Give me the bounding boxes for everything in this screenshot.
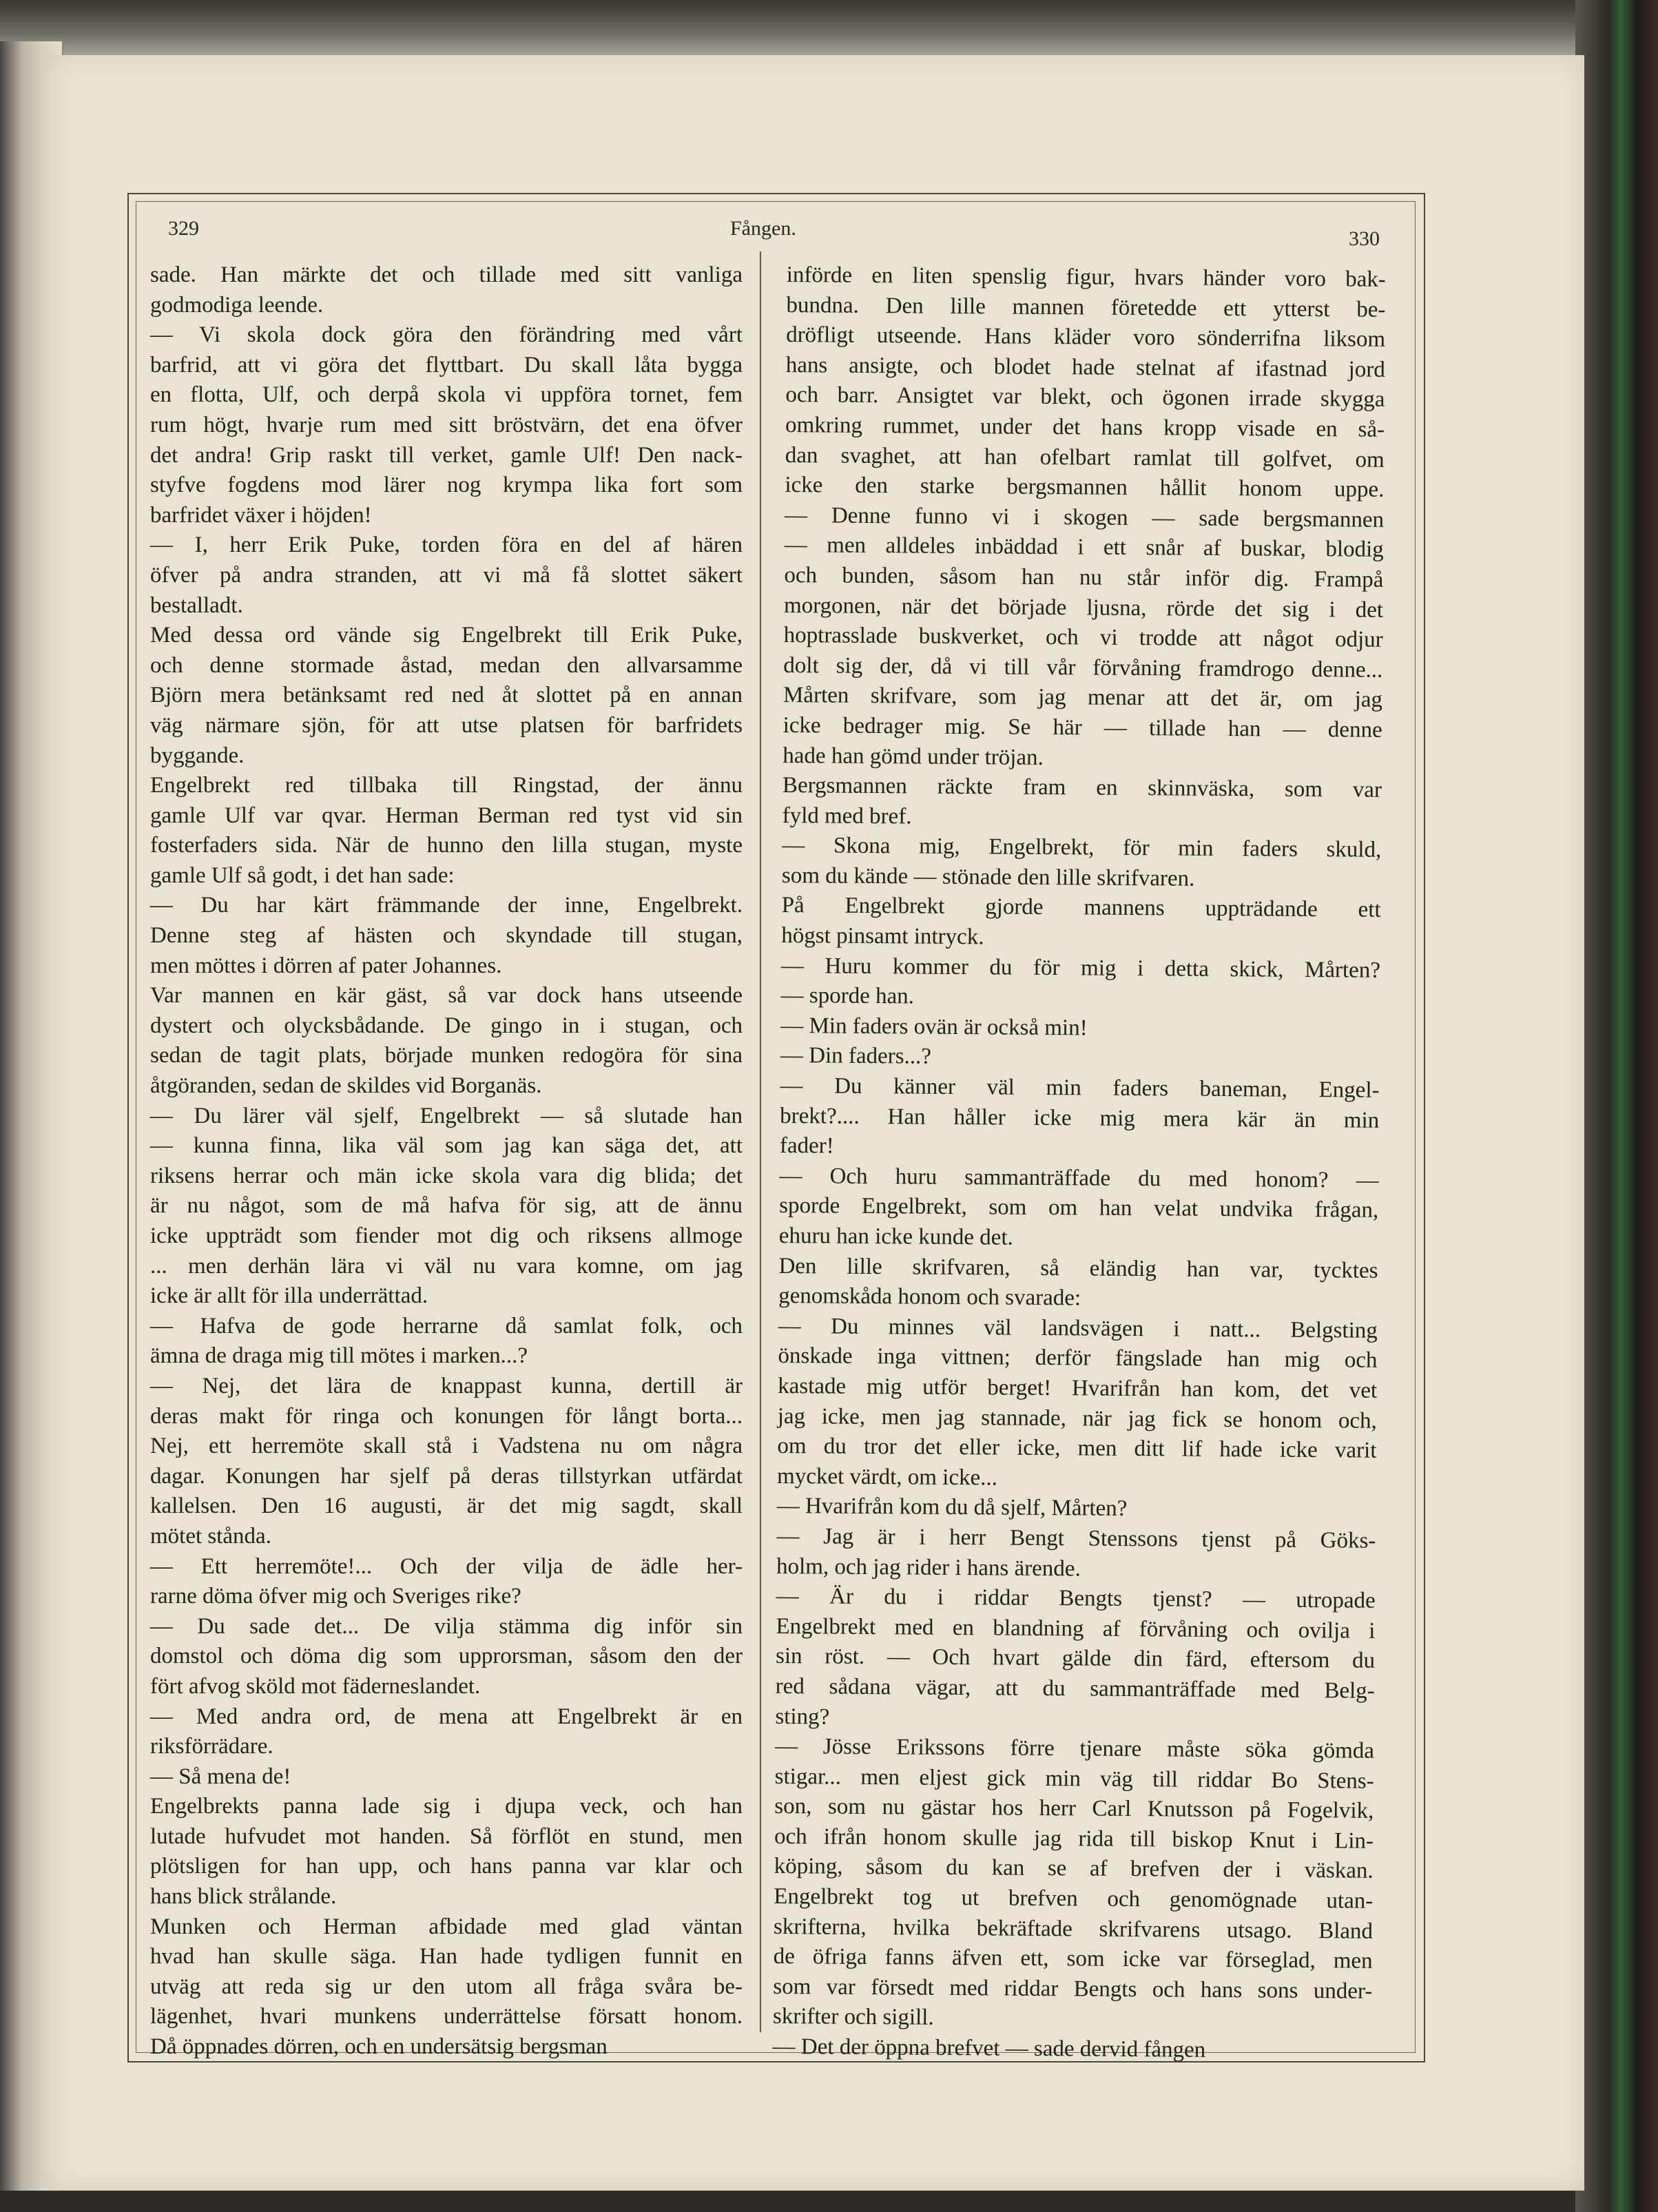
text-line: deras makt för ringa och konungen för långt borta...: [150, 1403, 743, 1429]
text-line: som du kände — stönade den lille skrifvaren.: [781, 862, 1195, 891]
text-line: dystert och olycksbådande. De gingo in i stugan, och: [150, 1013, 743, 1038]
text-line: Denne steg af hästen och skyndade till stugan,: [150, 923, 743, 949]
text-line: Med dessa ord vände sig Engelbrekt till Erik Puke,: [150, 623, 743, 648]
text-line: — Ett herremöte!... Och der vilja de ädle her-: [150, 1553, 743, 1579]
text-line: — Är du i riddar Bengts tjenst? — utropade: [776, 1584, 1376, 1613]
text-line: fört afvog sköld mot fäderneslandet.: [150, 1673, 481, 1699]
text-line: icke uppträdt som fiender mot dig och riksens allmoge: [150, 1223, 743, 1248]
text-line: Engelbrekt red tillbaka till Ringstad, der ännu: [150, 773, 743, 798]
text-line: kastade mig utför berget! Hvarifrån han kom, det vet: [778, 1373, 1378, 1403]
text-line: Bergsmannen räckte fram en skinnväska, som var: [782, 773, 1382, 803]
text-line: mycket värdt, om icke...: [776, 1463, 998, 1491]
text-line: icke den starke bergsmannen hållit honom uppe.: [785, 473, 1385, 502]
text-line: gamle Ulf var qvar. Herman Berman red tyst vid sin: [150, 803, 743, 828]
running-title: Fången.: [730, 217, 796, 240]
text-line: riksens herrar och män icke skola vara dig blida; det: [150, 1163, 743, 1188]
text-line: fosterfaders sida. När de hunno den lilla stugan, myste: [150, 833, 743, 858]
text-line: hans ansigte, och blodet hade stelnat af ifastnad jord: [785, 352, 1385, 382]
text-line: Nej, ett herremöte skall stå i Vadstena nu om några: [150, 1434, 743, 1459]
text-line: — Du sade det... De vilja stämma dig inför sin: [150, 1613, 743, 1639]
text-line: skrifter och sigill.: [772, 2004, 934, 2031]
text-line: och barr. Ansigtet var blekt, och ögonen irrade skygga: [785, 382, 1385, 413]
text-line: barfrid, att vi göra det flyttbart. Du skall låta bygga: [150, 352, 743, 378]
text-line: — I, herr Erik Puke, torden föra en del af hären: [150, 533, 743, 558]
text-line: morgonen, när det började ljusna, rörde det sig i det: [783, 592, 1384, 623]
text-line: dröfligt utseende. Hans kläder voro sönderrifna liksom: [786, 322, 1386, 353]
text-line: högst pinsamt intryck.: [781, 923, 984, 950]
text-line: rarne döma öfver mig och Sveriges rike?: [150, 1584, 521, 1609]
text-line: — Hafva de gode herrarne då samlat folk, och: [150, 1313, 743, 1338]
text-line: öfver på andra stranden, att vi må få slottet säkert: [150, 562, 743, 588]
text-line: — Du har kärt främmande der inne, Engelbrekt.: [150, 893, 743, 918]
text-line: bestalladt.: [150, 592, 243, 618]
text-line: Var mannen en kär gäst, så var dock hans utseende: [150, 983, 743, 1009]
text-line: fader!: [779, 1133, 834, 1159]
text-line: godmodiga leende.: [150, 292, 324, 318]
text-line: önskade inga vittnen; derför fängslade han mig och: [778, 1343, 1378, 1374]
text-line: jag icke, men jag stannade, när jag fick se honom och,: [777, 1403, 1377, 1434]
text-line: sedan de tagit plats, började munken redogöra för sina: [150, 1043, 743, 1068]
text-line: dolt sig der, då vi till vår förvåning framdrogo denne...: [783, 652, 1383, 683]
text-line: införde en liten spenslig figur, hvars händer voro bak-: [786, 262, 1386, 292]
text-line: barfridet växer i höjden!: [150, 502, 372, 528]
text-line: — Du lärer väl sjelf, Engelbrekt — så slutade han: [150, 1103, 743, 1128]
text-line: väg närmare sjön, för att utse platsen för barfridets: [150, 712, 743, 738]
text-line: — kunna finna, lika väl som jag kan säga det, att: [150, 1133, 743, 1159]
text-line: — Och huru sammanträffade du med honom? —: [779, 1163, 1379, 1193]
text-line: hans blick strålande.: [150, 1884, 337, 1910]
text-line: byggande.: [150, 743, 245, 768]
text-line: styfve fogdens mod lärer nog krympa lika fort som: [150, 473, 743, 498]
text-line: de öfriga fanns äfven ett, som icke var förseglad, men: [773, 1944, 1373, 1974]
text-line: bundna. Den lille mannen företedde ett ytterst be-: [786, 292, 1386, 322]
text-line: Munken och Herman afbidade med glad väntan: [150, 1914, 743, 1939]
text-line: — Skona mig, Engelbrekt, för min faders skuld,: [782, 833, 1382, 863]
text-line: är nu något, som de må hafva för sig, att de ännu: [150, 1193, 743, 1219]
text-line: — men alldeles inbäddad i ett snår af buskar, blodig: [784, 533, 1384, 563]
text-line: och denne stormade åstad, medan den allvarsamme: [150, 652, 743, 678]
text-line: riksförrädare.: [150, 1734, 273, 1759]
text-line: — Jag är i herr Bengt Stenssons tjenst på Göks-: [776, 1523, 1376, 1553]
text-line: lägenhet, hvari munkens underrättelse försatt honom.: [150, 2004, 743, 2029]
text-line: ... men derhän lära vi väl nu vara komne, om jag: [150, 1253, 743, 1279]
text-line: son, som nu gästar hos herr Carl Knutsson på Fogelvik,: [774, 1794, 1374, 1824]
text-line: domstol och döma dig som upprorsman, såsom den der: [150, 1644, 743, 1669]
text-line: sporde Engelbrekt, som om han velat undvika frågan,: [779, 1193, 1379, 1223]
text-line: plötsligen for han upp, och hans panna var klar och: [150, 1854, 743, 1879]
text-line: som var försedt med riddar Bengts och hans sons under-: [773, 1974, 1373, 2004]
text-line: Engelbrekt tog ut brefven och genomögnade utan-: [774, 1883, 1374, 1914]
text-line: hoptrasslade buskverket, och vi trodde att något odjur: [783, 623, 1383, 652]
text-line: fyld med bref.: [782, 803, 912, 829]
text-line: — Din faders...?: [780, 1043, 932, 1070]
text-line: — Du känner väl min faders baneman, Engel-: [780, 1073, 1380, 1103]
text-line: icke är allt för illa underrättad.: [150, 1283, 428, 1309]
text-line: — sporde han.: [780, 983, 915, 1009]
text-line: omkring rummet, under det hans kropp visade en så-: [785, 412, 1385, 442]
text-line: På Engelbrekt gjorde mannens uppträdande ett: [781, 893, 1381, 923]
text-line: — Du minnes väl landsvägen i natt... Belgsting: [778, 1313, 1378, 1343]
text-line: och bunden, såsom han nu står inför dig. Frampå: [784, 562, 1384, 592]
text-line: Engelbrekt med en blandning af förvåning och ovilja i: [776, 1613, 1376, 1644]
text-line: — Jösse Erikssons förre tjenare måste söka gömda: [774, 1734, 1375, 1764]
text-line: Då öppnades dörren, och en undersätsig bergsman: [150, 2034, 608, 2060]
book-spine-edge: [1575, 0, 1658, 2212]
text-line: dagar. Konungen har sjelf på deras tillstyrkan utfärdat: [150, 1463, 743, 1489]
text-line: skrifterna, hvilka bekräftade skrifvarens utsago. Bland: [773, 1914, 1374, 1944]
text-line: — Min faders ovän är också min!: [780, 1013, 1088, 1041]
text-line: och ifrån honom skulle jag rida till biskop Knut i Lin-: [774, 1823, 1374, 1854]
text-line: om du tror det eller icke, men ditt lif hade icke varit: [777, 1434, 1377, 1463]
text-line: sin röst. — Och hvart gälde din färd, eftersom du: [775, 1644, 1376, 1674]
text-line: hade han gömd under tröjan.: [783, 743, 1044, 770]
text-line: brekt?.... Han håller icke mig mera kär än min: [780, 1103, 1380, 1133]
text-line: Den lille skrifvaren, så eländig han var, tycktes: [778, 1253, 1378, 1283]
text-line: — Så mena de!: [150, 1764, 291, 1789]
text-line: mötet stånda.: [150, 1523, 271, 1549]
text-column-left: [150, 260, 743, 2063]
text-line: en flotta, Ulf, och derpå skola vi uppföra tornet, fem: [150, 382, 743, 408]
text-line: men möttes i dörren af pater Johannes.: [150, 953, 502, 978]
text-line: dan svaghet, att han ofelbart ramlat till golfvet, om: [785, 442, 1385, 473]
text-line: — Med andra ord, de mena att Engelbrekt är en: [150, 1704, 743, 1729]
text-column-right: [772, 260, 1386, 2067]
text-line: red sådana vägar, att du sammanträffade med Belg-: [775, 1673, 1375, 1704]
text-line: Björn mera betänksamt red ned åt slottet på en annan: [150, 683, 743, 708]
text-line: — Nej, det lära de knappast kunna, dertill är: [150, 1373, 743, 1398]
column-divider: [760, 251, 761, 2032]
text-line: gamle Ulf så godt, i det han sade:: [150, 862, 455, 888]
text-line: ehuru han icke kunde det.: [778, 1223, 1013, 1250]
text-line: kallelsen. Den 16 augusti, är det mig sagdt, skall: [150, 1493, 743, 1519]
text-line: Engelbrekts panna lade sig i djupa veck, och han: [150, 1794, 743, 1819]
text-line: icke bedrager mig. Se här — tillade han — denne: [783, 712, 1382, 743]
text-line: holm, och jag rider i hans ärende.: [776, 1553, 1081, 1581]
page-number-left: 329: [168, 217, 199, 240]
text-line: rum högt, hvarje rum med sitt bröstvärn, det ena öfver: [150, 412, 743, 437]
text-line: — Denne funno vi i skogen — sade bergsmannen: [784, 502, 1385, 533]
text-line: stigar... men eljest gick min väg till riddar Bo Stens-: [774, 1764, 1374, 1794]
text-line: — Det der öppna brefvet — sade dervid fången: [772, 2034, 1206, 2063]
text-line: hvad han skulle säga. Han hade tydligen funnit en: [150, 1944, 743, 1970]
text-line: köping, såsom du kan se af brefven der i väskan.: [774, 1854, 1374, 1884]
text-line: genomskåda honom och svarade:: [778, 1283, 1081, 1311]
text-line: utväg att reda sig ur den utom all fråga svåra be-: [150, 1974, 743, 1999]
text-line: lutade hufvudet mot handen. Så förflöt en stund, men: [150, 1823, 743, 1849]
text-line: sade. Han märkte det och tillade med sitt vanliga: [150, 262, 743, 287]
text-line: — Vi skola dock göra den förändring med vårt: [150, 322, 743, 348]
page-number-right: 330: [1349, 227, 1380, 250]
text-line: åtgöranden, sedan de skildes vid Borganäs.: [150, 1073, 542, 1099]
text-line: sting?: [775, 1704, 830, 1730]
text-line: — Hvarifrån kom du då sjelf, Mårten?: [776, 1493, 1128, 1522]
text-line: ämna de draga mig till mötes i marken...?: [150, 1343, 528, 1369]
text-line: — Huru kommer du för mig i detta skick, Mårten?: [780, 953, 1381, 983]
text-line: det andra! Grip raskt till verket, gamle Ulf! Den nack-: [150, 442, 743, 468]
text-line: Mårten skrifvare, som jag menar att det är, om jag: [783, 683, 1383, 713]
